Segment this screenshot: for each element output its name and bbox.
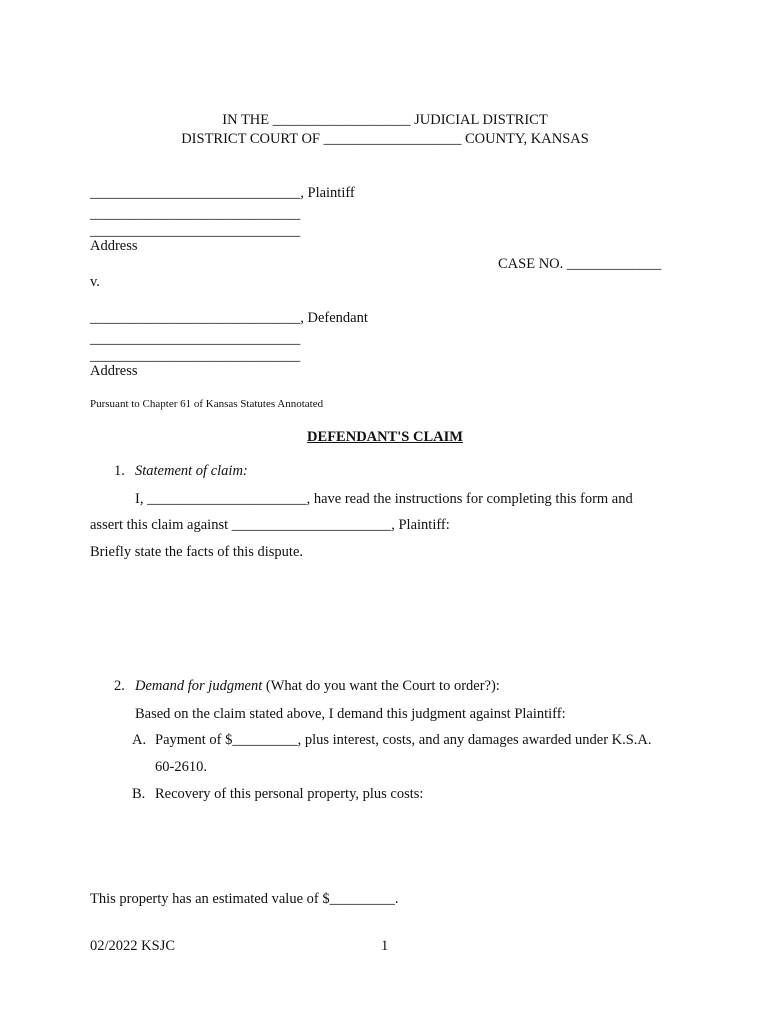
section1-number: 1. — [114, 463, 125, 479]
section1-line3: Briefly state the facts of this dispute. — [90, 544, 304, 560]
statute-note: Pursuant to Chapter 61 of Kansas Statutes Annotated — [90, 398, 324, 410]
court-header-line1: IN THE ___________________ JUDICIAL DISTRICT — [222, 112, 548, 128]
property-value-line: This property has an estimated value of $_________. — [90, 891, 399, 907]
defendant-name-line: _____________________________, Defendant — [90, 310, 368, 326]
form-code: 02/2022 KSJC — [90, 938, 176, 954]
plaintiff-name-line: _____________________________, Plaintiff — [90, 185, 355, 201]
defendant-address-line2: _____________________________ — [90, 348, 301, 364]
item-b-label: B. — [132, 786, 146, 802]
section1-heading: Statement of claim: — [135, 463, 248, 479]
section2-heading: Demand for judgment — [135, 678, 263, 694]
court-header-line2: DISTRICT COURT OF ___________________ COUNTY, KANSAS — [181, 131, 589, 147]
plaintiff-address-line2: _____________________________ — [90, 223, 301, 239]
plaintiff-address-line1: _____________________________ — [90, 206, 301, 222]
document-title: DEFENDANT'S CLAIM — [307, 429, 463, 445]
section1-line2: assert this claim against ______________________, Plaintiff: — [90, 517, 450, 533]
section2-number: 2. — [114, 678, 125, 694]
section2-heading-rest: (What do you want the Court to order?): — [262, 678, 500, 694]
item-a-continuation: 60-2610. — [155, 759, 207, 775]
item-b-text: Recovery of this personal property, plus costs: — [155, 786, 424, 802]
page-number: 1 — [381, 938, 389, 954]
item-a-label: A. — [132, 732, 147, 748]
defendant-address-line1: _____________________________ — [90, 331, 301, 347]
plaintiff-address-label: Address — [90, 238, 138, 254]
section2-intro: Based on the claim stated above, I demand this judgment against Plaintiff: — [135, 706, 566, 722]
defendant-address-label: Address — [90, 363, 138, 379]
section2-heading-line — [135, 679, 500, 694]
case-number: CASE NO. _____________ — [498, 256, 662, 272]
item-a-text: Payment of $_________, plus interest, costs, and any damages awarded under K.S.A. — [155, 732, 652, 748]
section1-line1: I, ______________________, have read the instructions for completing this form and — [135, 491, 633, 507]
versus: v. — [90, 274, 100, 290]
